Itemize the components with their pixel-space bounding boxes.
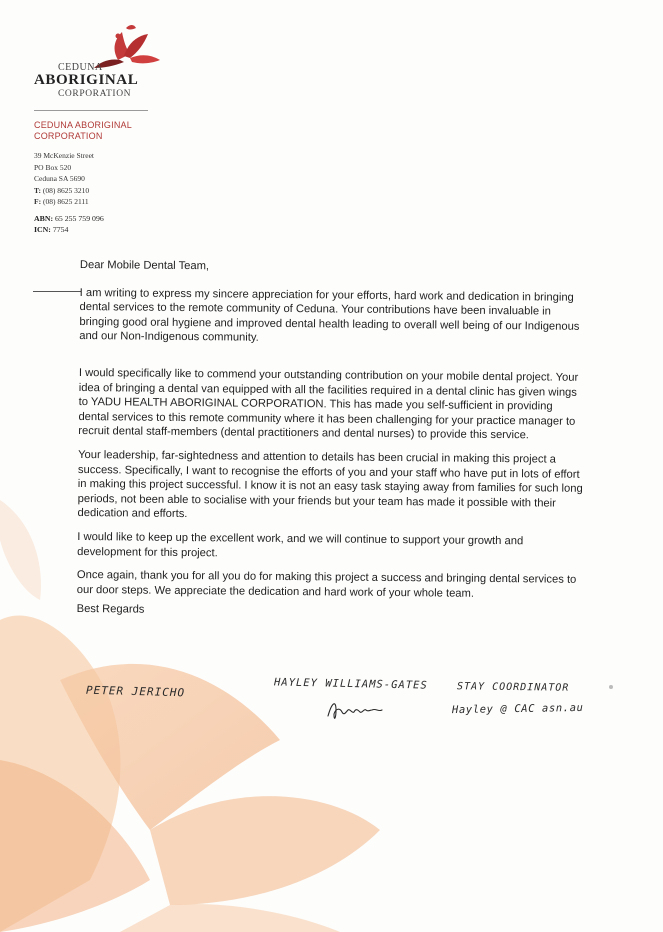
fax-line (34, 196, 94, 208)
logo-line-1: CEDUNA (58, 62, 103, 73)
phone-number: (08) 8625 3210 (42, 185, 90, 195)
org-name-line-2: CORPORATION (34, 131, 103, 141)
paragraph-5: Once again, thank you for all you do for making this project a success and bringing dental services to our door steps. We appreciate the dedication and hard work of your whole team. (76, 569, 577, 600)
icn-label: ICN: (34, 224, 51, 234)
handwritten-name-peter: PETER JERICHO (85, 683, 186, 700)
paragraph-4: I would like to keep up the excellent work, and we will continue to support your growth and development for this project. (77, 530, 524, 559)
paragraph-1: I am writing to express my sincere appreciation for your efforts, hard work and dedication in bringing dental services to the remote community of Ceduna. Your contributions have been invaluable in bringing good oral hygiene and improved dental health leading to overall well being of our Indigenous and our Non-Indigenous community. (79, 286, 580, 345)
abn-number: 65 255 759 096 (55, 214, 104, 223)
corporation-logo (28, 20, 158, 98)
letter-body (77, 258, 585, 622)
address-line: 39 McKenzie Street (34, 151, 94, 160)
salutation: Dear Mobile Dental Team, (79, 258, 210, 273)
handwritten-role: STAY COORDINATOR (456, 681, 570, 694)
fold-mark (33, 291, 81, 292)
header-divider (34, 110, 148, 111)
fax-label: F: (34, 197, 42, 207)
handwritten-email: Hayley @ CAC asn.au (451, 701, 584, 717)
handwritten-name-hayley: HAYLEY WILLIAMS-GATES (273, 676, 428, 692)
icn-number: 7754 (52, 224, 69, 234)
icn-line (34, 225, 104, 236)
fax-number: (08) 8625 2111 (42, 197, 89, 207)
phone-label: T: (34, 185, 41, 195)
logo-line-3: CORPORATION (58, 89, 132, 99)
abn-line (34, 214, 104, 225)
handwritten-signature (326, 696, 386, 724)
registration-ids (34, 214, 104, 235)
paragraph-3: Your leadership, far-sightedness and attention to details has been crucial in making this project a success. Specifically, I want to recognise the efforts of you and your staff who have put in lots of effort in making this project successful. I know it is not an easy task staying away from families for such long periods, not been able to socialise with your friends but your team has made it possible with their dedication and efforts. (77, 448, 583, 521)
address-block (34, 150, 94, 208)
abn-label: ABN: (34, 214, 54, 223)
phone-line (34, 185, 94, 197)
organization-name (34, 120, 132, 142)
address-line: PO Box 520 (34, 162, 72, 172)
paragraph-2: I would specifically like to commend your outstanding contribution on your mobile dental project. Your idea of bringing a dental van equipped with all the facilities required in a dental clinic has given wings to YADU HEALTH ABORIGINAL CORPORATION. This has made you self-sufficient in providing dental services to this remote community where it has been challenging for your practice manager to recruit dental staff-members (dental practitioners and dental nurses) to provide this service. (78, 366, 579, 442)
closing: Best Regards (76, 603, 145, 616)
page-mark-dot (609, 685, 613, 689)
address-line: Ceduna SA 5690 (34, 174, 85, 184)
org-name-line-1: CEDUNA ABORIGINAL (34, 120, 132, 130)
logo-line-2: ABORIGINAL (34, 72, 139, 88)
